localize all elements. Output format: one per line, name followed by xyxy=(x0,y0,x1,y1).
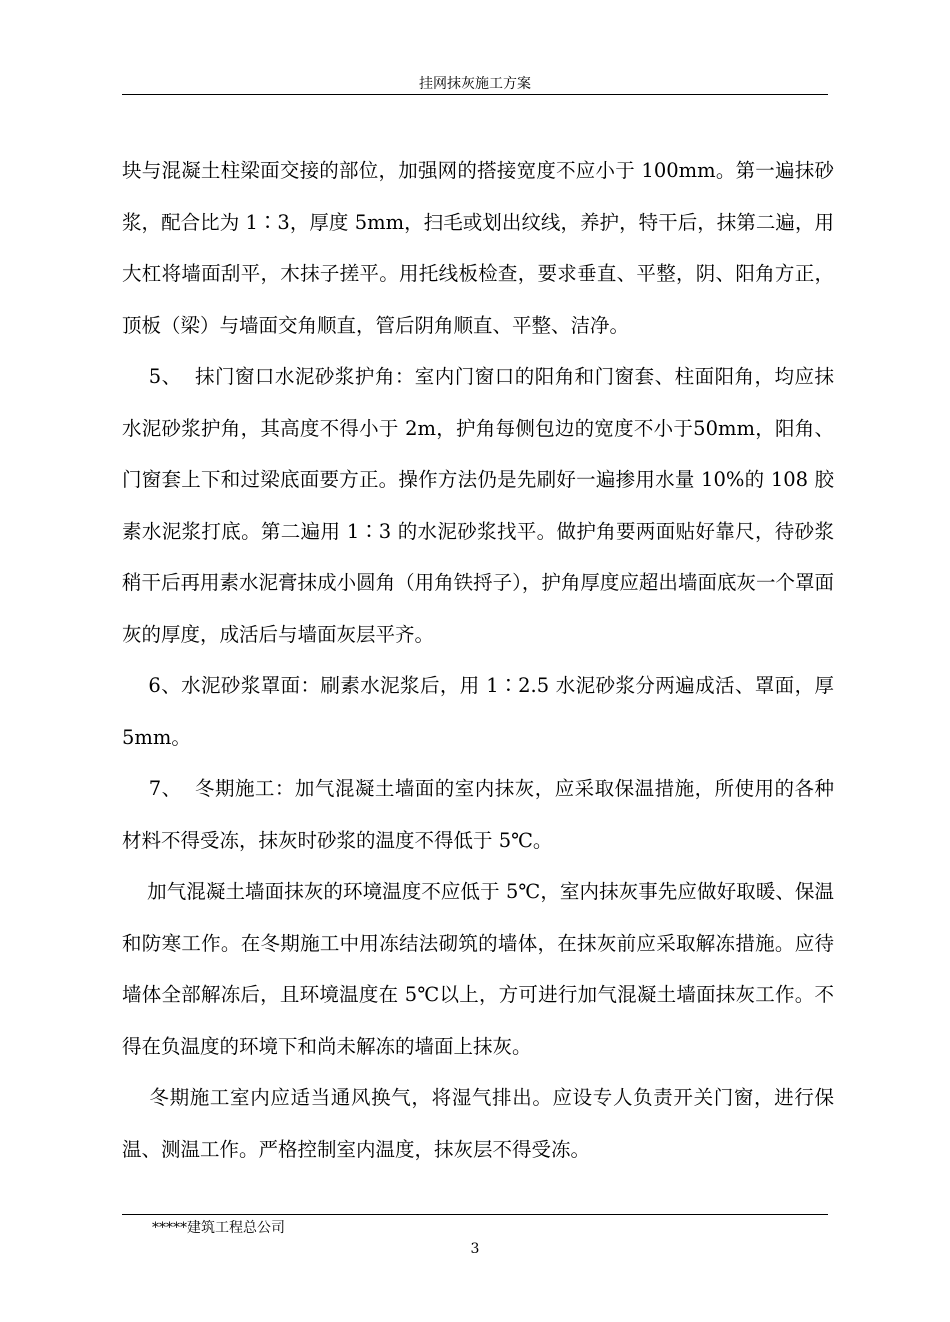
document-body xyxy=(122,145,841,1175)
page-header-title: 挂网抹灰施工方案 xyxy=(419,76,531,92)
footer-company-name: *****建筑工程总公司 xyxy=(152,1220,285,1236)
page-number: 3 xyxy=(470,1241,480,1257)
paragraph-winter-construction: 7、 冬期施工：加气混凝土墙面的室内抹灰，应采取保温措施，所使用的各种材料不得受冻，抹灰时砂浆的温度不得低于 5℃。 xyxy=(122,777,834,852)
paragraph-ventilation: 冬期施工室内应适当通风换气，将湿气排出。应设专人负责开关门窗，进行保温、测温工作。严格控制室内温度，抹灰层不得受冻。 xyxy=(122,1086,834,1161)
header-divider xyxy=(122,94,828,95)
paragraph-ambient-temperature: 加气混凝土墙面抹灰的环境温度不应低于 5℃，室内抹灰事先应做好取暖、保温和防寒工作。在冬期施工中用冻结法砌筑的墙体，在抹灰前应采取解冻措施。应待墙体全部解冻后，且环境温度在 5℃以上，方可进行加气混凝土墙面抹灰工作。不得在负温度的环境下和尚未解冻的墙面上抹灰。 xyxy=(122,880,835,1058)
paragraph-cement-finish: 6、水泥砂浆罩面：刷素水泥浆后，用 1∶2.5 水泥砂浆分两遍成活、罩面，厚 5mm。 xyxy=(122,674,841,749)
paragraph-mesh-plaster: 块与混凝土柱梁面交接的部位，加强网的搭接宽度不应小于 100mm。第一遍抹砂浆，配合比为 1∶3，厚度 5mm，扫毛或划出纹线，养护，特干后，抹第二遍，用大杠将墙面刮平，木抹子搓平。用托线板检查，要求垂直、平整，阴、阳角方正，顶板（梁）与墙面交角顺直，管后阴角顺直、平整、洁净。 xyxy=(122,159,834,337)
paragraph-corner-protection: 5、 抹门窗口水泥砂浆护角：室内门窗口的阳角和门窗套、柱面阳角，均应抹水泥砂浆护角，其高度不得小于 2m，护角每侧包边的宽度不小于50mm，阳角、门窗套上下和过梁底面要方正。操作方法仍是先刷好一遍掺用水量 10%的 108 胶素水泥浆打底。第二遍用 1∶3 的水泥砂浆找平。做护角要两面贴好靠尺，待砂浆稍干后再用素水泥膏抹成小圆角（用角铁捋子），护角厚度应超出墙面底灰一个罩面灰的厚度，成活后与墙面灰层平齐。 xyxy=(122,365,834,646)
footer-divider xyxy=(122,1214,828,1215)
